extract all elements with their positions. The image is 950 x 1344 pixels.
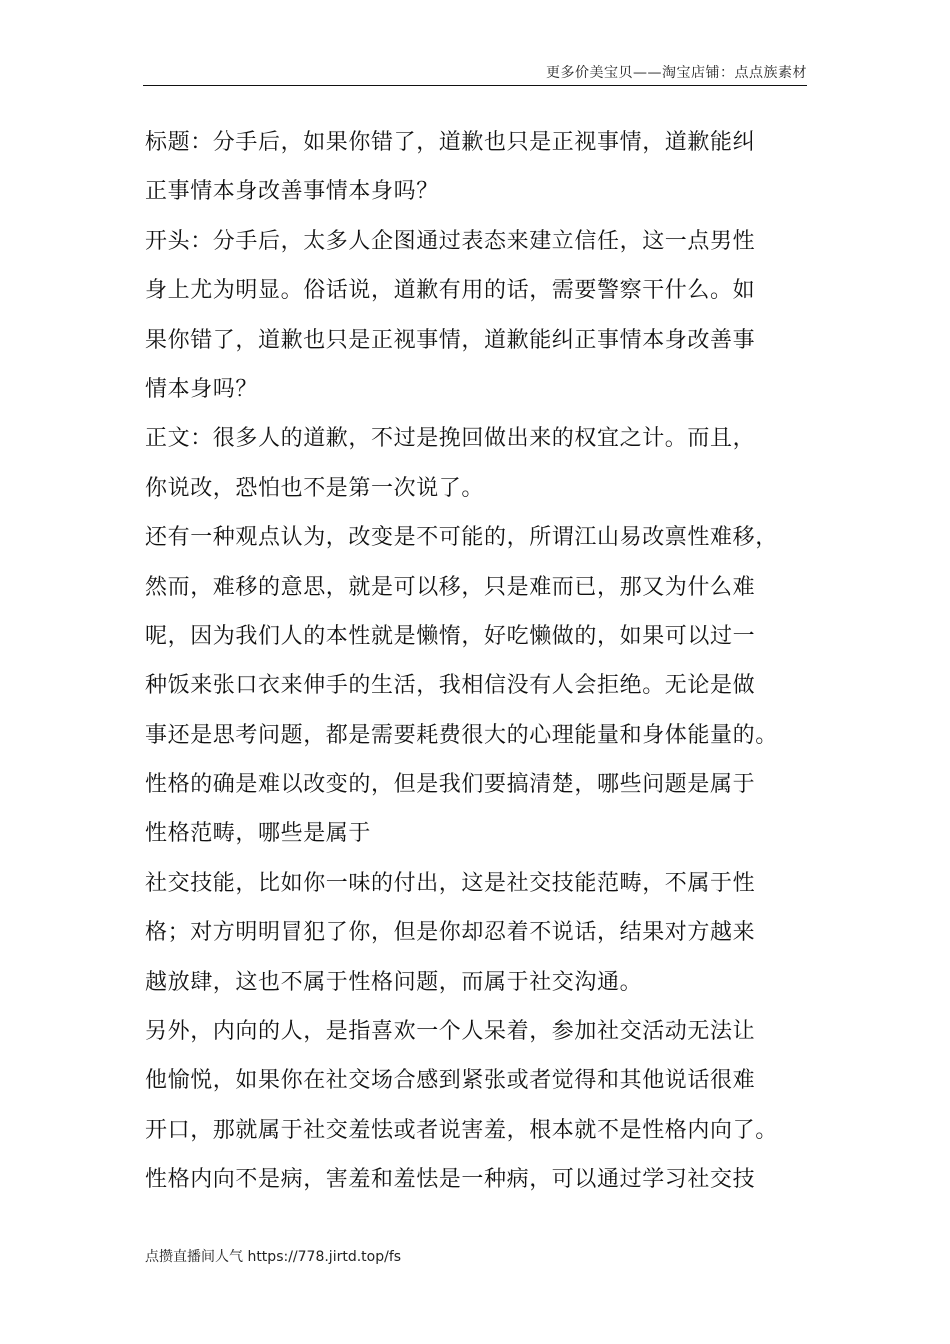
text-line: 正文：很多人的道歉，不过是挽回做出来的权宜之计。而且， — [145, 426, 756, 452]
text-line: 事还是思考问题，都是需要耗费很大的心理能量和身体能量的。 — [145, 722, 778, 748]
text-line: 呢，因为我们人的本性就是懒惰，好吃懒做的，如果可以过一 — [145, 623, 756, 649]
text-line: 标题：分手后，如果你错了，道歉也只是正视事情，道歉能纠 — [145, 130, 756, 155]
text-line: 他愉悦，如果你在社交场合感到紧张或者觉得和其他说话很难 — [145, 1068, 756, 1094]
text-line: 种饭来张口衣来伸手的生活，我相信没有人会拒绝。无论是做 — [145, 673, 756, 699]
text-line: 然而，难移的意思，就是可以移，只是难而已，那又为什么难 — [145, 574, 756, 600]
text-line: 还有一种观点认为，改变是不可能的，所谓江山易改禀性难移， — [145, 525, 778, 551]
text-line: 另外，内向的人，是指喜欢一个人呆着，参加社交活动无法让 — [145, 1019, 756, 1045]
text-line: 果你错了，道歉也只是正视事情，道歉能纠正事情本身改善事 — [145, 327, 756, 353]
text-line: 你说改，恐怕也不是第一次说了。 — [145, 475, 485, 501]
text-line: 开口，那就属于社交羞怯或者说害羞，根本就不是性格内向了。 — [145, 1117, 778, 1143]
page-header: 更多价美宝贝——淘宝店铺：点点族素材 — [546, 65, 807, 81]
page-footer: 点攒直播间人气 https://778.jirtd.top/fs — [145, 1249, 402, 1265]
text-line: 正事情本身改善事情本身吗？ — [145, 179, 439, 205]
text-line: 格；对方明明冒犯了你，但是你却忍着不说话，结果对方越来 — [145, 920, 756, 946]
text-line: 性格内向不是病，害羞和羞怯是一种病，可以通过学习社交技 — [145, 1167, 756, 1193]
text-line: 越放肆，这也不属于性格问题，而属于社交沟通。 — [145, 969, 643, 995]
text-line: 身上尤为明显。俗话说，道歉有用的话，需要警察干什么。如 — [145, 278, 756, 304]
text-line: 社交技能，比如你一味的付出，这是社交技能范畴，不属于性 — [145, 870, 756, 896]
text-line: 性格的确是难以改变的，但是我们要搞清楚，哪些问题是属于 — [145, 772, 756, 798]
text-line: 性格范畴，哪些是属于 — [145, 821, 372, 847]
header-divider — [143, 85, 807, 86]
text-line: 情本身吗？ — [145, 376, 259, 402]
document-body — [145, 118, 810, 1205]
text-line: 开头：分手后，太多人企图通过表态来建立信任，这一点男性 — [145, 228, 756, 254]
